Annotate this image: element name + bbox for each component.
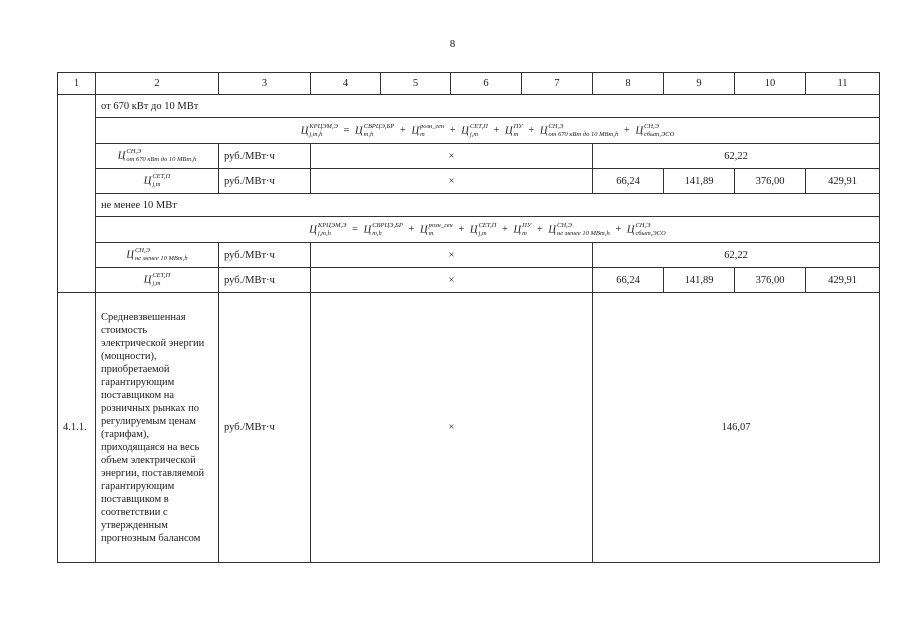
value-cell: 66,24 [593,268,664,293]
component-symbol: Ц СЕТ,П j,m [96,268,219,293]
table-row [58,144,880,169]
value-cell: 429,91 [806,169,880,194]
header-cell: 8 [593,73,664,95]
price-formula: Ц КРЦЭМ,Э j,m,h = Ц СВРЦЭ,БР m,h + Ц розн_ген m + Ц СЕТ,П j,m + Ц ПУ m + Ц СН,Э не менее 10 МВт,h + Ц СН,Э сбыт,ЭСО [96,217,880,243]
price-formula: Ц КРЦЭМ,Э j,m,h = Ц СВРЦЭ,БР m,h + Ц розн_ген m + Ц СЕТ,П j,m + Ц ПУ m + Ц СН,Э от 670 кВт до 10 МВт,h + Ц СН,Э сбыт,ЭСО [96,118,880,144]
value-cell: 62,22 [593,243,880,268]
header-cell: 4 [311,73,381,95]
unit-cell: руб./МВт·ч [219,268,311,293]
component-symbol: Ц СЕТ,П j,m [96,169,219,194]
header-cell: 1 [58,73,96,95]
not-applicable-mark: × [311,144,593,169]
category-row [58,95,880,118]
header-cell: 11 [806,73,880,95]
header-cell: 5 [381,73,451,95]
not-applicable-mark: × [311,169,593,194]
table-row [58,293,880,563]
header-cell: 2 [96,73,219,95]
category-title: от 670 кВт до 10 МВт [96,95,880,118]
value-cell: 376,00 [735,169,806,194]
component-symbol: Ц СН,Э от 670 кВт до 10 МВт,h [96,144,219,169]
unit-cell: руб./МВт·ч [219,144,311,169]
unit-cell: руб./МВт·ч [219,169,311,194]
formula-row [58,118,880,144]
unit-cell: руб./МВт·ч [219,243,311,268]
index-cell-empty [58,95,96,293]
value-cell: 141,89 [664,268,735,293]
header-cell: 10 [735,73,806,95]
value-cell: 66,24 [593,169,664,194]
header-cell: 9 [664,73,735,95]
not-applicable-mark: × [311,243,593,268]
page-number: 8 [449,38,456,50]
tariff-table [57,72,880,563]
category-row [58,194,880,217]
item-description: Средневзвешенная стоимость электрической энергии (мощности), приобретаемой гарантирующим поставщиком на розничных рынках по регулируемым ценам (тарифам), приходящаяся на весь объем электрической энергии, поставляемой гарантирующим поставщиком в соответствии с утвержденным прогнозным балансом [96,293,219,563]
not-applicable-mark: × [311,268,593,293]
header-cell: 3 [219,73,311,95]
header-row [58,73,880,95]
header-cell: 6 [451,73,522,95]
category-title: не менее 10 МВт [96,194,880,217]
value-cell: 141,89 [664,169,735,194]
not-applicable-mark: × [311,293,593,563]
item-number: 4.1.1. [58,293,96,563]
value-cell: 62,22 [593,144,880,169]
table-row [58,268,880,293]
table-row [58,243,880,268]
formula-row [58,217,880,243]
value-cell: 429,91 [806,268,880,293]
unit-cell: руб./МВт·ч [219,293,311,563]
header-cell: 7 [522,73,593,95]
value-cell: 146,07 [593,293,880,563]
component-symbol: Ц СН,Э не менее 10 МВт,h [96,243,219,268]
table-row [58,169,880,194]
value-cell: 376,00 [735,268,806,293]
